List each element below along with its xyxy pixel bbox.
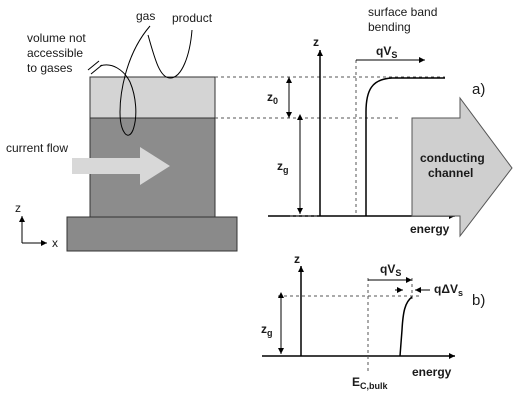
- energy-label-b: energy: [412, 365, 452, 379]
- product-trajectory: [148, 30, 192, 78]
- small-z-label: z: [15, 201, 21, 215]
- product-label: product: [172, 11, 213, 25]
- zg-label-a: $z_g$: [277, 159, 289, 175]
- qdvs-label: qΔV$_s$: [434, 282, 463, 298]
- volume-label-3: to gases: [27, 61, 73, 75]
- energy-label-a: energy: [410, 222, 450, 236]
- qvs-label-b: $qV_S$: [380, 262, 402, 278]
- surface-layer: [90, 77, 215, 118]
- z-label-a: z: [313, 35, 319, 49]
- panel-b-label: b): [472, 292, 486, 309]
- conducting-label-1: conducting: [420, 151, 485, 165]
- surface-label-1: surface band: [368, 5, 438, 19]
- z0-label: $z_0$: [267, 90, 279, 106]
- surface-label-2: bending: [368, 20, 411, 34]
- conducting-label-2: channel: [428, 166, 474, 180]
- small-x-label: x: [52, 236, 58, 250]
- volume-label-2: accessible: [27, 46, 84, 60]
- substrate: [67, 217, 237, 251]
- panel-a-label: a): [472, 81, 486, 98]
- zg-label-b: $z_g$: [261, 322, 273, 338]
- band-curve-b: [400, 297, 412, 356]
- current-flow-label: current flow: [6, 141, 69, 155]
- gas-label: gas: [136, 9, 156, 23]
- qvs-label-a: $qV_S$: [376, 44, 398, 60]
- z-label-b: z: [294, 252, 300, 266]
- ec-bulk-label: $E_{C,bulk}$: [352, 375, 388, 391]
- volume-label-1: volume not: [27, 31, 86, 45]
